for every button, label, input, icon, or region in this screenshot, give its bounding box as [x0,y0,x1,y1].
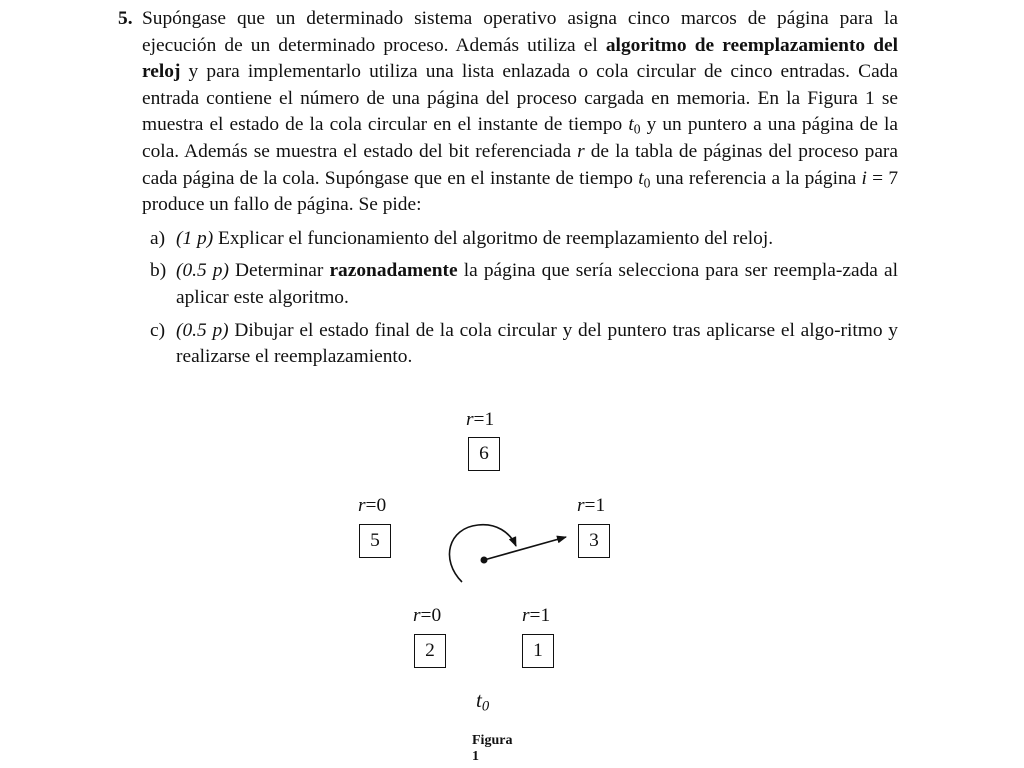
part-points: (1 p) [176,227,214,249]
time-label: $t_0$ [476,688,490,715]
text-run: = 7 produce un fallo de página. Se pide: [142,167,899,216]
part-points: (0.5 p) [176,319,229,341]
page-frame-3: 3 [578,524,610,558]
text-run: t [638,167,644,189]
ref-bit-label-page-5: r=0 [358,495,387,516]
text-run: y un puntero a una página de la cola. Además se muestra el estado del bit referenciada [142,114,898,162]
text-run: i [861,167,867,189]
text-run: una referencia a la página [650,167,862,189]
text-run: Determinar [228,260,330,282]
part-label: a) [150,227,166,249]
text-run: algoritmo de reemplazamiento del reloj [142,34,899,83]
page-frame-1: 1 [522,634,554,668]
ref-bit-eq: =0 [420,605,442,626]
text-run: Dibujar el estado final de la cola circular y del puntero tras aplicarse el algo-ritmo y realizarse el reemplazamiento. [176,319,898,368]
ref-bit-label-page-6: r=1 [466,409,495,430]
text-run: Supóngase que un determinado sistema operativo asigna cinco marcos de página para la ejecución de un determinado proceso. Además utiliza el [142,8,898,56]
part-label: b) [150,260,167,282]
text-run: de la tabla de páginas del proceso para cada página de la cola. Supóngase que en el instante de tiempo [142,140,898,189]
text-run: 0 [633,121,641,137]
ref-bit-eq: =0 [365,495,387,516]
text-run: t [628,114,634,136]
ref-bit-eq: =1 [473,409,495,430]
page-frame-2: 2 [414,634,446,668]
pointer-arrow [484,537,566,560]
text-run: y para implementarlo utiliza una lista enlazada o cola circular de cinco entradas. Cada entrada contiene el número de una página del proceso cargada en memoria. En la Figura 1 se muestra el estado de la cola circular en el instante de tiempo [142,61,898,136]
page-frame-6: 6 [468,437,500,471]
figure-caption: Figura 1 [472,733,513,764]
text-run: razonadamente [329,260,458,282]
text-run: 0 [643,174,651,190]
text-run: la página que sería selecciona para ser reempla-zada al aplicar este algoritmo. [176,260,898,308]
ref-bit-label-page-1: r=1 [522,605,551,626]
text-run: r [577,140,585,162]
part-points: (0.5 p) [176,260,229,282]
pointer-origin-dot [481,557,488,564]
ref-bit-label-page-3: r=1 [577,495,606,516]
ref-bit-eq: =1 [529,605,551,626]
text-run: Explicar el funcionamiento del algoritmo de reemplazamiento del reloj. [213,227,774,249]
question-number: 5. [118,8,133,29]
part-label: c) [150,319,166,341]
page-frame-5: 5 [359,524,391,558]
ref-bit-eq: =1 [584,495,606,516]
ref-bit-label-page-2: r=0 [413,605,442,626]
